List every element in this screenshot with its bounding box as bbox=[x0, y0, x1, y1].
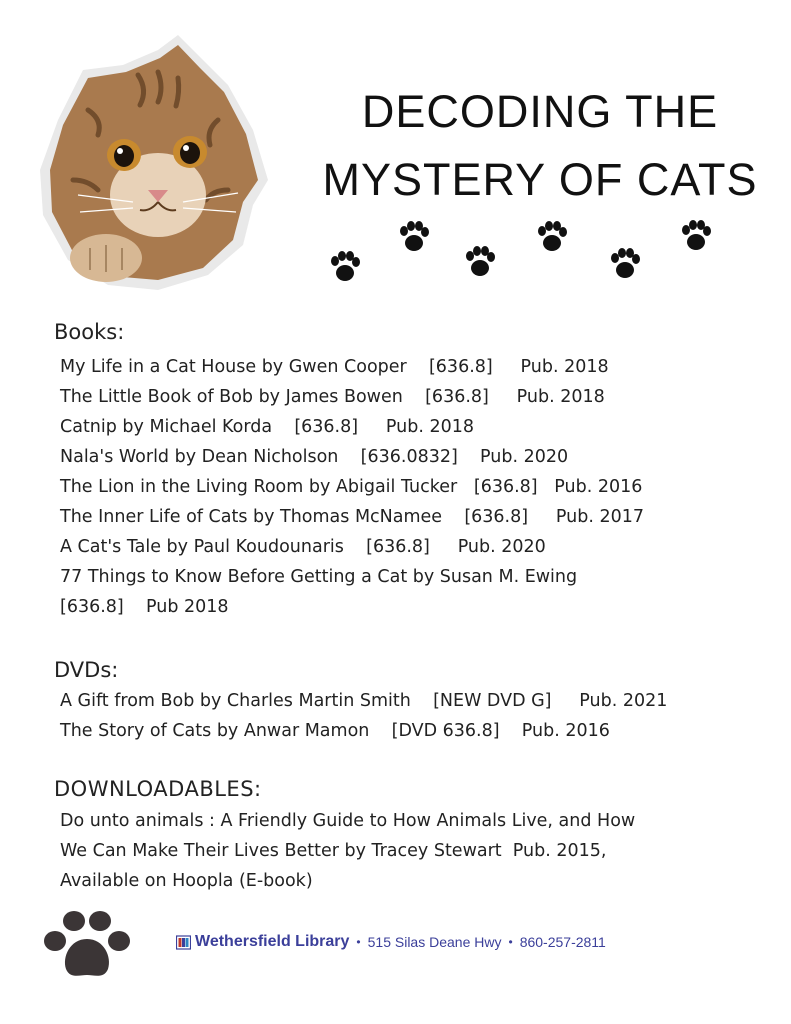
book-item: A Cat's Tale by Paul Koudounaris [636.8] Pub. 2020 bbox=[60, 537, 546, 557]
dvd-item: The Story of Cats by Anwar Mamon [DVD 636.8] Pub. 2016 bbox=[60, 721, 610, 741]
paw-trail-decoration bbox=[320, 212, 720, 292]
cat-peeking-illustration bbox=[28, 30, 288, 300]
library-book-icon bbox=[176, 935, 191, 950]
library-phone: 860-257-2811 bbox=[519, 934, 606, 950]
paw-icon bbox=[40, 907, 134, 981]
separator-dot: • bbox=[508, 935, 513, 949]
book-item: The Inner Life of Cats by Thomas McNamee [636.8] Pub. 2017 bbox=[60, 507, 645, 527]
downloadables-list bbox=[60, 806, 635, 896]
book-item: Nala's World by Dean Nicholson [636.0832] Pub. 2020 bbox=[60, 447, 569, 467]
downloadable-item: Available on Hoopla (E-book) bbox=[60, 871, 313, 891]
dvd-item: A Gift from Bob by Charles Martin Smith [NEW DVD G] Pub. 2021 bbox=[60, 691, 668, 711]
downloadables-heading: DOWNLOADABLES: bbox=[54, 777, 262, 801]
title-line-1: DECODING THE bbox=[361, 86, 719, 137]
paw-icon bbox=[331, 251, 360, 281]
book-item: The Little Book of Bob by James Bowen [636.8] Pub. 2018 bbox=[60, 387, 605, 407]
paw-icon bbox=[400, 221, 429, 251]
dvds-list bbox=[60, 686, 667, 746]
book-item: 77 Things to Know Before Getting a Cat by Susan M. Ewing bbox=[60, 567, 578, 587]
separator-dot: • bbox=[356, 935, 361, 949]
library-footer bbox=[176, 933, 606, 951]
books-list bbox=[60, 352, 644, 622]
downloadable-item: We Can Make Their Lives Better by Tracey Stewart Pub. 2015, bbox=[60, 841, 607, 861]
title-line-2: MYSTERY OF CATS bbox=[322, 154, 758, 205]
book-item: [636.8] Pub 2018 bbox=[60, 597, 229, 617]
library-name: Wethersfield Library bbox=[195, 933, 350, 950]
books-heading: Books: bbox=[54, 320, 125, 344]
paw-icon bbox=[611, 248, 640, 278]
paw-icon bbox=[682, 220, 711, 250]
dvds-heading: DVDs: bbox=[54, 658, 119, 682]
book-item: Catnip by Michael Korda [636.8] Pub. 2018 bbox=[60, 417, 475, 437]
downloadable-item: Do unto animals : A Friendly Guide to How Animals Live, and How bbox=[60, 811, 636, 831]
paw-icon bbox=[466, 246, 495, 276]
paw-icon bbox=[538, 221, 567, 251]
book-item: My Life in a Cat House by Gwen Cooper [636.8] Pub. 2018 bbox=[60, 357, 609, 377]
library-address: 515 Silas Deane Hwy bbox=[367, 934, 502, 950]
book-item: The Lion in the Living Room by Abigail Tucker [636.8] Pub. 2016 bbox=[60, 477, 643, 497]
page-title bbox=[290, 78, 790, 214]
